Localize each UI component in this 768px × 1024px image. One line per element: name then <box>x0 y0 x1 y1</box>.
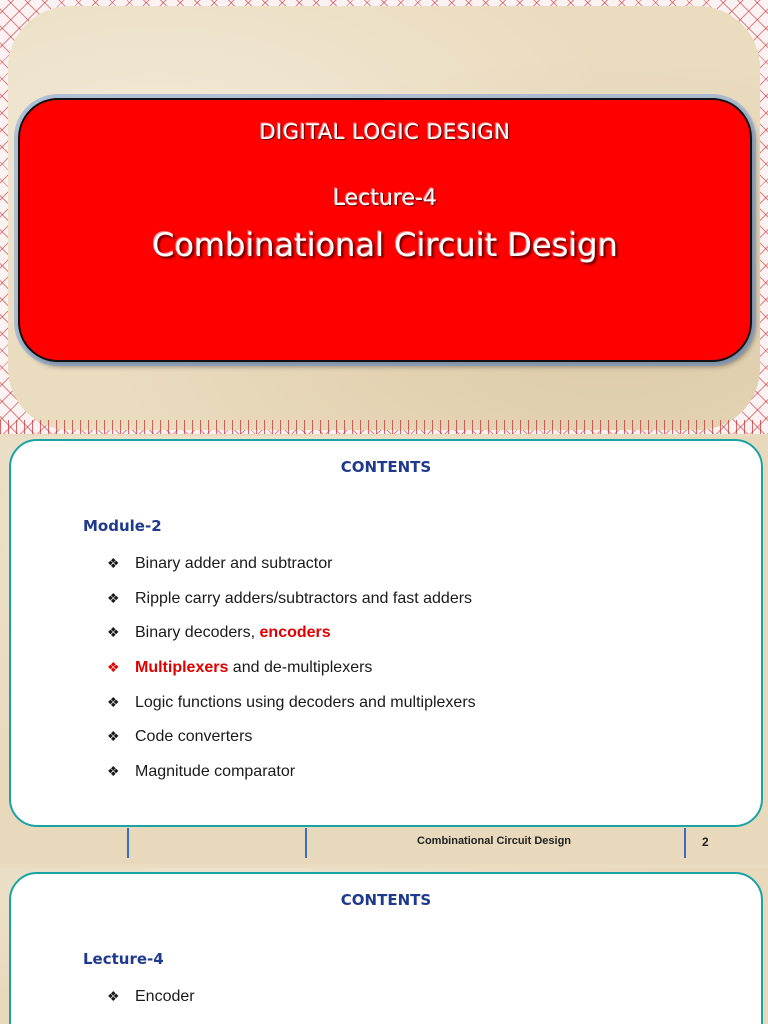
diamond-bullet-icon: ❖ <box>107 693 120 710</box>
diamond-bullet-icon: ❖ <box>107 555 120 571</box>
diamond-bullet-icon: ❖ <box>107 589 120 606</box>
title-banner <box>18 98 752 362</box>
item-text: Magnitude comparator <box>135 763 296 781</box>
contents-card <box>9 872 763 1024</box>
lecture-label: Lecture-4 <box>83 950 164 968</box>
item-text: Code converters <box>135 728 253 746</box>
diamond-bullet-icon: ❖ <box>107 624 120 641</box>
list-item <box>107 555 476 590</box>
item-text: Encoder <box>135 988 195 1005</box>
list-item <box>107 694 476 729</box>
footer-divider <box>127 828 129 858</box>
footer-divider <box>684 828 686 858</box>
item-text: Binary decoders, <box>135 624 260 642</box>
diamond-bullet-icon: ❖ <box>107 659 120 676</box>
list-item <box>107 659 476 694</box>
module-label: Module-2 <box>83 517 162 535</box>
title-slide <box>0 0 768 434</box>
item-text: Logic functions using decoders and multiplexers <box>135 693 476 711</box>
contents-card <box>9 439 763 827</box>
course-title: DIGITAL LOGIC DESIGN <box>259 120 511 144</box>
item-text: and de-multiplexers <box>228 659 373 677</box>
footer-divider <box>305 828 307 858</box>
lecture-number: Lecture-4 <box>332 186 438 211</box>
slide-footer <box>0 828 768 860</box>
lecture-topic: Combinational Circuit Design <box>152 226 618 264</box>
contents-slide <box>0 436 768 864</box>
list-item <box>107 590 476 625</box>
list-item <box>107 624 476 659</box>
item-text: Binary adder and subtractor <box>135 555 333 572</box>
contents-list <box>107 555 476 798</box>
diamond-bullet-icon: ❖ <box>107 763 120 780</box>
contents-heading: CONTENTS <box>340 458 432 476</box>
contents-list <box>107 988 195 1023</box>
contents-heading: CONTENTS <box>340 891 432 909</box>
page-number: 2 <box>702 835 709 849</box>
item-highlight: encoders <box>259 624 331 642</box>
list-item <box>107 988 195 1023</box>
list-item <box>107 763 476 798</box>
diamond-bullet-icon: ❖ <box>107 988 120 1004</box>
list-item <box>107 728 476 763</box>
item-highlight: Multiplexers <box>135 659 229 677</box>
item-text: Ripple carry adders/subtractors and fast adders <box>135 589 473 607</box>
footer-title: Combinational Circuit Design <box>417 835 572 847</box>
diamond-bullet-icon: ❖ <box>107 728 120 745</box>
lecture-contents-slide <box>0 868 768 1024</box>
decorative-border <box>0 420 768 434</box>
